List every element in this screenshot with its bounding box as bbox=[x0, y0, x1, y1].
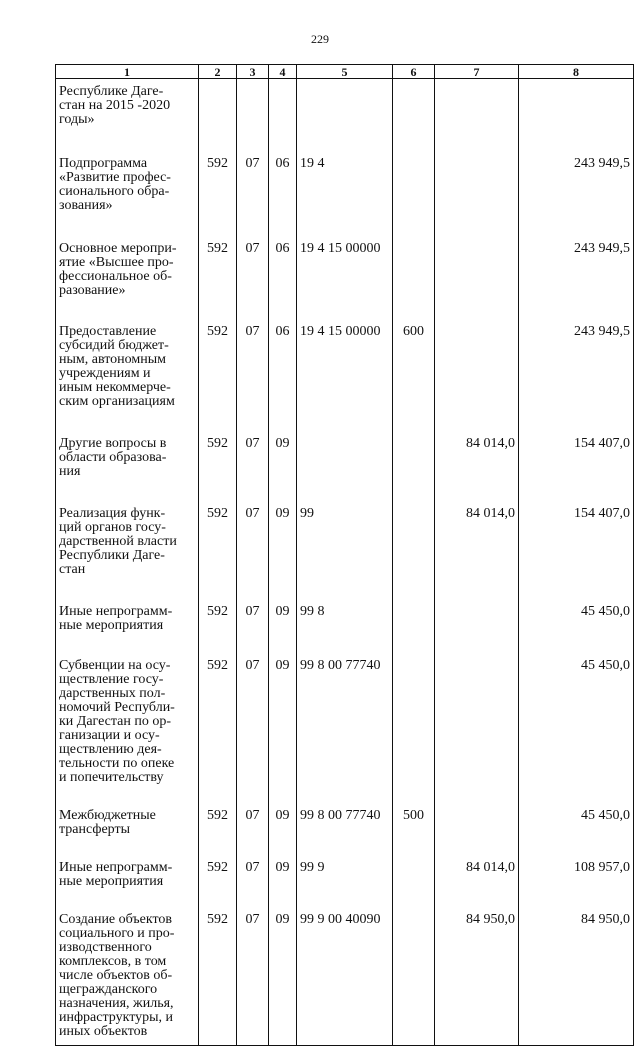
cell-expense-type bbox=[393, 143, 435, 228]
cell-amount-federal-text: 84 950,0 bbox=[466, 912, 515, 927]
cell-ministry-code bbox=[199, 851, 237, 903]
cell-target-article-text: 99 9 00 40090 bbox=[300, 912, 381, 927]
cell-amount-total-text: 154 407,0 bbox=[574, 506, 630, 521]
row-name-text: Иные непрограмм- ные мероприятия bbox=[59, 604, 173, 633]
cell-expense-type bbox=[393, 851, 435, 903]
row-name bbox=[56, 228, 199, 312]
cell-target-article-text: 99 9 bbox=[300, 860, 325, 875]
cell-amount-federal bbox=[435, 591, 519, 647]
table-row bbox=[56, 903, 634, 1046]
cell-subsection-code-text: 09 bbox=[275, 436, 290, 451]
table-row bbox=[56, 851, 634, 903]
cell-subsection-code bbox=[269, 591, 297, 647]
cell-ministry-code-text: 592 bbox=[207, 436, 228, 451]
row-name bbox=[56, 79, 199, 144]
cell-target-article-text: 99 8 bbox=[300, 604, 325, 619]
row-name bbox=[56, 493, 199, 591]
cell-ministry-code-text: 592 bbox=[207, 324, 228, 339]
cell-subsection-code-text: 09 bbox=[275, 604, 290, 619]
table-row bbox=[56, 647, 634, 798]
row-name-text: Республике Даге- стан на 2015 -2020 годы» bbox=[59, 84, 171, 127]
cell-target-article bbox=[297, 591, 393, 647]
cell-section-code-text: 07 bbox=[245, 436, 260, 451]
cell-subsection-code bbox=[269, 493, 297, 591]
cell-subsection-code-text: 06 bbox=[275, 241, 290, 256]
cell-amount-federal bbox=[435, 143, 519, 228]
cell-ministry-code bbox=[199, 591, 237, 647]
cell-subsection-code bbox=[269, 798, 297, 851]
cell-target-article bbox=[297, 79, 393, 144]
cell-amount-total-text: 243 949,5 bbox=[574, 241, 630, 256]
cell-subsection-code bbox=[269, 903, 297, 1046]
cell-amount-federal-text: 84 014,0 bbox=[466, 506, 515, 521]
cell-subsection-code bbox=[269, 228, 297, 312]
cell-section-code-text: 07 bbox=[245, 241, 260, 256]
cell-subsection-code-text: 09 bbox=[275, 912, 290, 927]
cell-expense-type-text: 500 bbox=[403, 808, 424, 823]
cell-subsection-code-text: 09 bbox=[275, 808, 290, 823]
cell-section-code bbox=[237, 143, 269, 228]
cell-section-code-text: 07 bbox=[245, 506, 260, 521]
cell-ministry-code bbox=[199, 423, 237, 493]
cell-ministry-code bbox=[199, 143, 237, 228]
cell-expense-type bbox=[393, 493, 435, 591]
column-header-1: 1 bbox=[56, 65, 199, 79]
cell-section-code-text: 07 bbox=[245, 658, 260, 673]
cell-subsection-code-text: 06 bbox=[275, 324, 290, 339]
cell-amount-total bbox=[519, 493, 634, 591]
cell-amount-total bbox=[519, 143, 634, 228]
cell-section-code bbox=[237, 423, 269, 493]
cell-expense-type bbox=[393, 423, 435, 493]
cell-section-code bbox=[237, 312, 269, 423]
cell-amount-total-text: 45 450,0 bbox=[581, 808, 630, 823]
table-row bbox=[56, 423, 634, 493]
cell-section-code-text: 07 bbox=[245, 912, 260, 927]
cell-amount-total bbox=[519, 798, 634, 851]
cell-target-article-text: 19 4 15 00000 bbox=[300, 324, 381, 339]
cell-target-article bbox=[297, 851, 393, 903]
cell-subsection-code-text: 09 bbox=[275, 658, 290, 673]
column-header-5: 5 bbox=[297, 65, 393, 79]
row-name-text: Другие вопросы в области образова- ния bbox=[59, 436, 167, 479]
cell-ministry-code-text: 592 bbox=[207, 506, 228, 521]
row-name bbox=[56, 143, 199, 228]
table-row bbox=[56, 79, 634, 144]
row-name bbox=[56, 423, 199, 493]
cell-amount-federal bbox=[435, 798, 519, 851]
table-row bbox=[56, 798, 634, 851]
cell-ministry-code bbox=[199, 798, 237, 851]
cell-amount-total-text: 45 450,0 bbox=[581, 658, 630, 673]
cell-expense-type bbox=[393, 903, 435, 1046]
cell-section-code bbox=[237, 798, 269, 851]
cell-target-article bbox=[297, 647, 393, 798]
row-name bbox=[56, 591, 199, 647]
row-name-text: Основное меропри- ятие «Высшее про- фессиональное об- разование» bbox=[59, 241, 177, 298]
cell-amount-total-text: 154 407,0 bbox=[574, 436, 630, 451]
cell-target-article bbox=[297, 423, 393, 493]
row-name bbox=[56, 647, 199, 798]
row-name bbox=[56, 851, 199, 903]
cell-target-article-text: 19 4 15 00000 bbox=[300, 241, 381, 256]
cell-ministry-code bbox=[199, 493, 237, 591]
cell-subsection-code bbox=[269, 423, 297, 493]
cell-section-code bbox=[237, 647, 269, 798]
cell-amount-federal bbox=[435, 228, 519, 312]
column-header-6: 6 bbox=[393, 65, 435, 79]
table-row bbox=[56, 591, 634, 647]
table-row bbox=[56, 228, 634, 312]
cell-expense-type bbox=[393, 591, 435, 647]
cell-subsection-code-text: 06 bbox=[275, 156, 290, 171]
cell-ministry-code-text: 592 bbox=[207, 658, 228, 673]
cell-amount-federal bbox=[435, 851, 519, 903]
row-name-text: Реализация функ- ций органов госу- дарственной власти Республики Даге- стан bbox=[59, 506, 177, 577]
cell-amount-total bbox=[519, 79, 634, 144]
cell-expense-type bbox=[393, 228, 435, 312]
table-row bbox=[56, 493, 634, 591]
cell-amount-total-text: 108 957,0 bbox=[574, 860, 630, 875]
cell-ministry-code-text: 592 bbox=[207, 241, 228, 256]
cell-ministry-code bbox=[199, 903, 237, 1046]
cell-expense-type bbox=[393, 312, 435, 423]
cell-target-article bbox=[297, 493, 393, 591]
cell-section-code bbox=[237, 851, 269, 903]
header-row bbox=[56, 65, 634, 79]
cell-target-article-text: 99 bbox=[300, 506, 314, 521]
cell-amount-total-text: 84 950,0 bbox=[581, 912, 630, 927]
cell-section-code bbox=[237, 591, 269, 647]
cell-ministry-code bbox=[199, 312, 237, 423]
row-name-text: Предоставление субсидий бюджет- ным, автономным учреждениям и иным некоммерче- ским организациям bbox=[59, 324, 175, 409]
cell-section-code-text: 07 bbox=[245, 808, 260, 823]
cell-target-article-text: 99 8 00 77740 bbox=[300, 808, 381, 823]
cell-subsection-code-text: 09 bbox=[275, 860, 290, 875]
row-name-text: Межбюджетные трансферты bbox=[59, 808, 156, 837]
row-name-text: Иные непрограмм- ные мероприятия bbox=[59, 860, 173, 889]
cell-subsection-code bbox=[269, 143, 297, 228]
cell-amount-federal bbox=[435, 312, 519, 423]
row-name bbox=[56, 798, 199, 851]
cell-amount-federal-text: 84 014,0 bbox=[466, 860, 515, 875]
column-header-2: 2 bbox=[199, 65, 237, 79]
cell-amount-total bbox=[519, 423, 634, 493]
cell-ministry-code-text: 592 bbox=[207, 912, 228, 927]
cell-amount-total bbox=[519, 228, 634, 312]
cell-ministry-code-text: 592 bbox=[207, 604, 228, 619]
cell-target-article-text: 99 8 00 77740 bbox=[300, 658, 381, 673]
cell-expense-type bbox=[393, 647, 435, 798]
budget-table bbox=[55, 64, 634, 1046]
cell-amount-total bbox=[519, 903, 634, 1046]
cell-target-article-text: 19 4 bbox=[300, 156, 325, 171]
cell-section-code bbox=[237, 228, 269, 312]
cell-ministry-code-text: 592 bbox=[207, 860, 228, 875]
table-row bbox=[56, 143, 634, 228]
cell-amount-federal bbox=[435, 493, 519, 591]
cell-ministry-code-text: 592 bbox=[207, 808, 228, 823]
cell-expense-type-text: 600 bbox=[403, 324, 424, 339]
cell-amount-total bbox=[519, 591, 634, 647]
cell-amount-total-text: 243 949,5 bbox=[574, 156, 630, 171]
cell-subsection-code bbox=[269, 312, 297, 423]
cell-amount-total bbox=[519, 312, 634, 423]
cell-ministry-code bbox=[199, 228, 237, 312]
cell-amount-federal bbox=[435, 423, 519, 493]
row-name-text: Подпрограмма «Развитие профес- сионального обра- зования» bbox=[59, 156, 171, 213]
cell-section-code bbox=[237, 903, 269, 1046]
column-header-4: 4 bbox=[269, 65, 297, 79]
cell-section-code-text: 07 bbox=[245, 860, 260, 875]
cell-target-article bbox=[297, 312, 393, 423]
cell-expense-type bbox=[393, 798, 435, 851]
column-header-3: 3 bbox=[237, 65, 269, 79]
cell-ministry-code bbox=[199, 79, 237, 144]
cell-target-article bbox=[297, 143, 393, 228]
cell-subsection-code bbox=[269, 647, 297, 798]
cell-amount-federal bbox=[435, 903, 519, 1046]
cell-section-code-text: 07 bbox=[245, 324, 260, 339]
cell-section-code-text: 07 bbox=[245, 156, 260, 171]
cell-subsection-code bbox=[269, 79, 297, 144]
cell-ministry-code-text: 592 bbox=[207, 156, 228, 171]
cell-amount-total-text: 45 450,0 bbox=[581, 604, 630, 619]
cell-ministry-code bbox=[199, 647, 237, 798]
cell-amount-total bbox=[519, 647, 634, 798]
column-header-7: 7 bbox=[435, 65, 519, 79]
cell-target-article bbox=[297, 228, 393, 312]
cell-amount-federal-text: 84 014,0 bbox=[466, 436, 515, 451]
cell-amount-total-text: 243 949,5 bbox=[574, 324, 630, 339]
table-row bbox=[56, 312, 634, 423]
cell-target-article bbox=[297, 903, 393, 1046]
table-body bbox=[56, 79, 634, 1046]
cell-expense-type bbox=[393, 79, 435, 144]
cell-target-article bbox=[297, 798, 393, 851]
cell-amount-federal bbox=[435, 647, 519, 798]
cell-section-code-text: 07 bbox=[245, 604, 260, 619]
cell-subsection-code bbox=[269, 851, 297, 903]
cell-section-code bbox=[237, 493, 269, 591]
row-name bbox=[56, 312, 199, 423]
cell-section-code bbox=[237, 79, 269, 144]
cell-subsection-code-text: 09 bbox=[275, 506, 290, 521]
cell-amount-total bbox=[519, 851, 634, 903]
column-header-8: 8 bbox=[519, 65, 634, 79]
row-name-text: Субвенции на осу- ществление госу- дарственных пол- номочий Республи- ки Дагестан по ор- ганизации и осу- ществлению дея- тельности по опеке и попечительству bbox=[59, 658, 175, 785]
row-name bbox=[56, 903, 199, 1046]
row-name-text: Создание объектов социального и про- изводственного комплексов, в том числе объектов об- щегражданского назначения, жилья, инфраструктуры, и иных объектов bbox=[59, 912, 175, 1039]
page-number: 229 bbox=[311, 32, 329, 46]
cell-amount-federal bbox=[435, 79, 519, 144]
